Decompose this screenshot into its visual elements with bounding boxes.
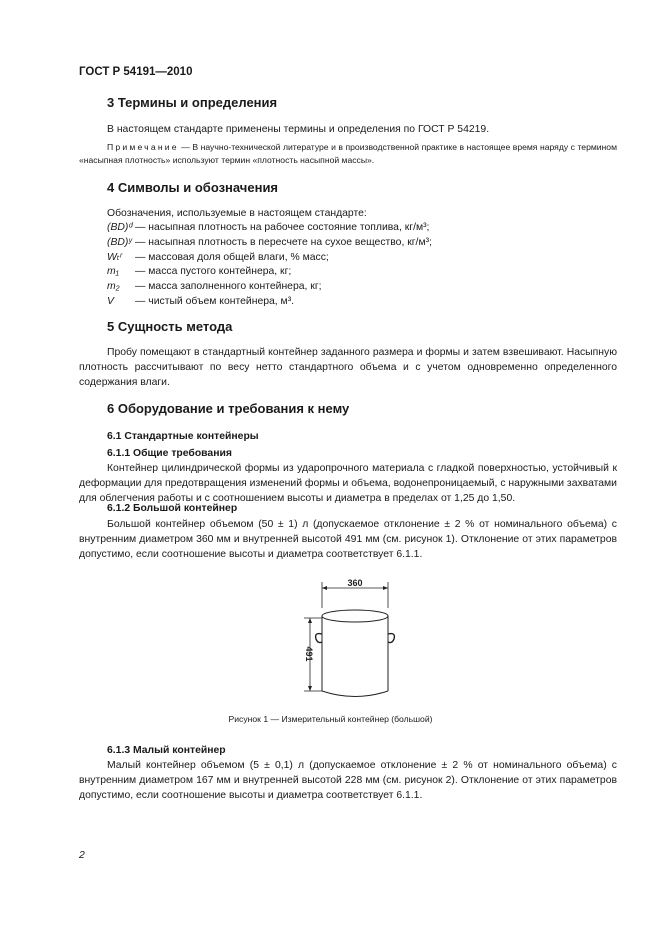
- figure-caption: Рисунок 1 — Измерительный контейнер (большой): [228, 714, 433, 724]
- symbol-row: [107, 221, 432, 236]
- handle-left: [316, 634, 322, 643]
- section-6-heading: 6 Оборудование и требования к нему: [107, 401, 350, 416]
- cylinder-bottom: [322, 691, 388, 697]
- section-5-heading: 5 Сущность метода: [107, 319, 233, 334]
- subsection-6-1-3-text: [79, 758, 617, 803]
- subsection-6-1-1-text: [79, 461, 617, 506]
- container-figure: [290, 578, 410, 698]
- page-number: 2: [79, 850, 85, 861]
- symbol-row: [107, 236, 432, 251]
- symbol: Wₜʳ: [107, 251, 123, 263]
- subsection-6-1-2-body: Большой контейнер объемом (50 ± 1) л (допускаемое отклонение ± 2 % от номинального объема) с внутренним диаметром 360 мм и внутренней высотой 491 мм (см. рисунок 1). Отклонение от этих параметров допустимо, если соотношение высоты и диаметра соответствует 6.1.1.: [79, 519, 617, 560]
- symbol-list: [107, 221, 432, 310]
- symbol: (BD)ʸ: [107, 236, 132, 248]
- section-4-intro-text: Обозначения, используемые в настоящем стандарте:: [107, 208, 367, 219]
- arrow-left: [322, 586, 327, 590]
- subsection-6-1-3-body: Малый контейнер объемом (5 ± 0,1) л (допускаемое отклонение ± 2 % от номинального объема) с внутренним диаметром 167 мм и внутренней высотой 228 мм (см. рисунок 2). Отклонение от этих параметров допустимо, если соотношение высоты и диаметра соответствует 6.1.1.: [79, 760, 617, 801]
- subsection-6-1-2-text: [79, 517, 617, 562]
- section-3-note: [79, 141, 617, 167]
- symbol-row: [107, 280, 432, 295]
- subsection-6-1-3-heading: 6.1.3 Малый контейнер: [107, 745, 226, 756]
- section-4-heading: 4 Символы и обозначения: [107, 180, 279, 195]
- subsection-6-1-1-heading: 6.1.1 Общие требования: [107, 448, 232, 459]
- dim-height-label: 491: [304, 646, 314, 662]
- handle-right: [388, 634, 394, 643]
- arrow-right: [383, 586, 388, 590]
- section-3-heading: 3 Термины и определения: [107, 95, 278, 110]
- symbol-desc: — масса заполненного контейнера, кг;: [135, 281, 322, 293]
- arrow-up: [308, 618, 312, 623]
- symbol-desc: — массовая доля общей влаги, % масс;: [135, 251, 329, 263]
- symbol-row: [107, 265, 432, 280]
- arrow-down: [308, 686, 312, 691]
- section-3-text-body: В настоящем стандарте применены термины и определения по ГОСТ Р 54219.: [107, 124, 490, 135]
- symbol: V: [107, 295, 114, 307]
- subsection-6-1-heading: 6.1 Стандартные контейнеры: [107, 431, 259, 442]
- section-5-text-body: Пробу помещают в стандартный контейнер заданного размера и формы и затем взвешивают. Насыпную плотность рассчитывают по весу нетто стандартного объема и с учетом одновременно определенного содержания влаги.: [79, 347, 617, 388]
- subsection-6-1-1-body: Контейнер цилиндрической формы из ударопрочного материала с гладкой поверхностью, устойчивый к деформации для предотвращения изменений формы и объема, водонепроницаемый, с наружными захватами для облегчения работы и с соотношением высоты и диаметра в пределах от 1,25 до 1,50.: [79, 463, 617, 504]
- symbol-desc: — масса пустого контейнера, кг;: [135, 266, 292, 278]
- section-5-text: [79, 345, 617, 390]
- symbol-desc: — насыпная плотность в пересчете на сухое вещество, кг/м³;: [135, 236, 432, 248]
- symbol: (BD)ᵈ: [107, 222, 133, 233]
- section-3-text: [79, 122, 617, 137]
- symbol: m₁: [107, 266, 119, 278]
- document-code: ГОСТ Р 54191—2010: [79, 66, 193, 78]
- symbol-desc: — чистый объем контейнера, м³.: [135, 295, 295, 307]
- symbol-desc: — насыпная плотность на рабочее состояние топлива, кг/м³;: [135, 222, 430, 233]
- note-label: Примечание: [107, 142, 179, 152]
- subsection-6-1-2-heading: 6.1.2 Большой контейнер: [107, 503, 238, 514]
- section-4-intro: [79, 206, 617, 221]
- note-text: — В научно-технической литературе и в производственной практике в настоящее время наряду с термином «насыпная плотность» используют термин «плотность насыпной массы».: [79, 142, 617, 165]
- symbol: m₂: [107, 281, 120, 293]
- symbol-row: [107, 295, 432, 310]
- symbol-row: [107, 251, 432, 266]
- cylinder-top: [322, 610, 388, 622]
- dim-width-label: 360: [347, 578, 363, 588]
